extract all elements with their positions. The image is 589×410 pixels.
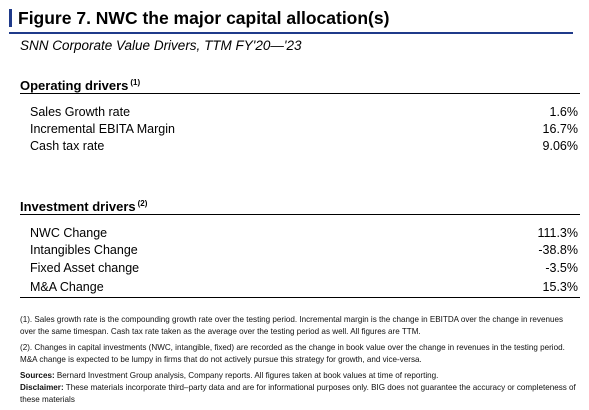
investment-drivers-rows: [20, 224, 580, 298]
row-value: 15.3%: [542, 279, 578, 294]
table-row: [20, 278, 580, 295]
row-label: NWC Change: [30, 225, 108, 240]
investment-drivers-heading: [20, 196, 580, 215]
row-label: Sales Growth rate: [30, 104, 131, 119]
table-row: [20, 120, 580, 137]
figure-title-text: Figure 7. NWC the major capital allocation(s): [18, 8, 390, 28]
title-accent-bar: [9, 9, 12, 27]
investment-drivers-section: [20, 196, 580, 298]
operating-drivers-section: [20, 75, 580, 154]
investment-drivers-heading-text: Investment drivers: [20, 199, 136, 214]
operating-drivers-heading-text: Operating drivers: [20, 78, 129, 93]
operating-drivers-note-ref: (1): [130, 78, 141, 87]
disclaimer-line: [20, 382, 580, 406]
figure-title: [9, 7, 573, 34]
figure-subtitle: SNN Corporate Value Drivers, TTM FY'20—'23: [20, 38, 302, 53]
footnote-2: (2). Changes in capital investments (NWC, intangible, fixed) are recorded as the change in book value over the change in revenues in the testing period. M&A change is expected to be lumpy in firms that do not actively pursue this strategy for growth, and vice-versa.: [20, 343, 565, 364]
operating-drivers-heading: [20, 75, 580, 94]
disclaimer-label: Disclaimer:: [20, 383, 64, 392]
row-value: 1.6%: [549, 104, 578, 119]
row-value: -3.5%: [545, 261, 578, 275]
sources-label: Sources:: [20, 371, 55, 380]
row-value: -38.8%: [538, 242, 578, 257]
row-value: 111.3%: [537, 225, 578, 240]
table-row: [20, 137, 580, 154]
row-label: Cash tax rate: [30, 138, 105, 153]
sources-text: Bernard Investment Group analysis, Company reports. All figures taken at book values at time of reporting.: [56, 371, 439, 380]
footnotes: [20, 314, 580, 410]
row-value: 16.7%: [542, 121, 578, 136]
table-row: [20, 241, 580, 258]
operating-drivers-rows: [20, 103, 580, 154]
disclaimer-text: These materials incorporate third–party data and are for informational purposes only. BIG does not guarantee the accuracy or completeness of these materials: [20, 383, 576, 404]
table-row: [20, 258, 580, 278]
row-label: Incremental EBITA Margin: [30, 121, 175, 136]
table-row: [20, 224, 580, 241]
row-label: Fixed Asset change: [30, 261, 140, 275]
investment-drivers-note-ref: (2): [137, 199, 148, 208]
row-value: 9.06%: [542, 138, 578, 153]
footnote-1: (1). Sales growth rate is the compounding growth rate over the testing period. Incremental margin is the change in EBITDA over the change in revenues over the same timespan. Cash tax rate taken as the average over the testing period as well. All figures are TTM.: [20, 315, 564, 336]
row-label: Intangibles Change: [30, 242, 138, 257]
row-label: M&A Change: [30, 279, 104, 294]
sources-line: [20, 370, 580, 382]
table-row: [20, 103, 580, 120]
